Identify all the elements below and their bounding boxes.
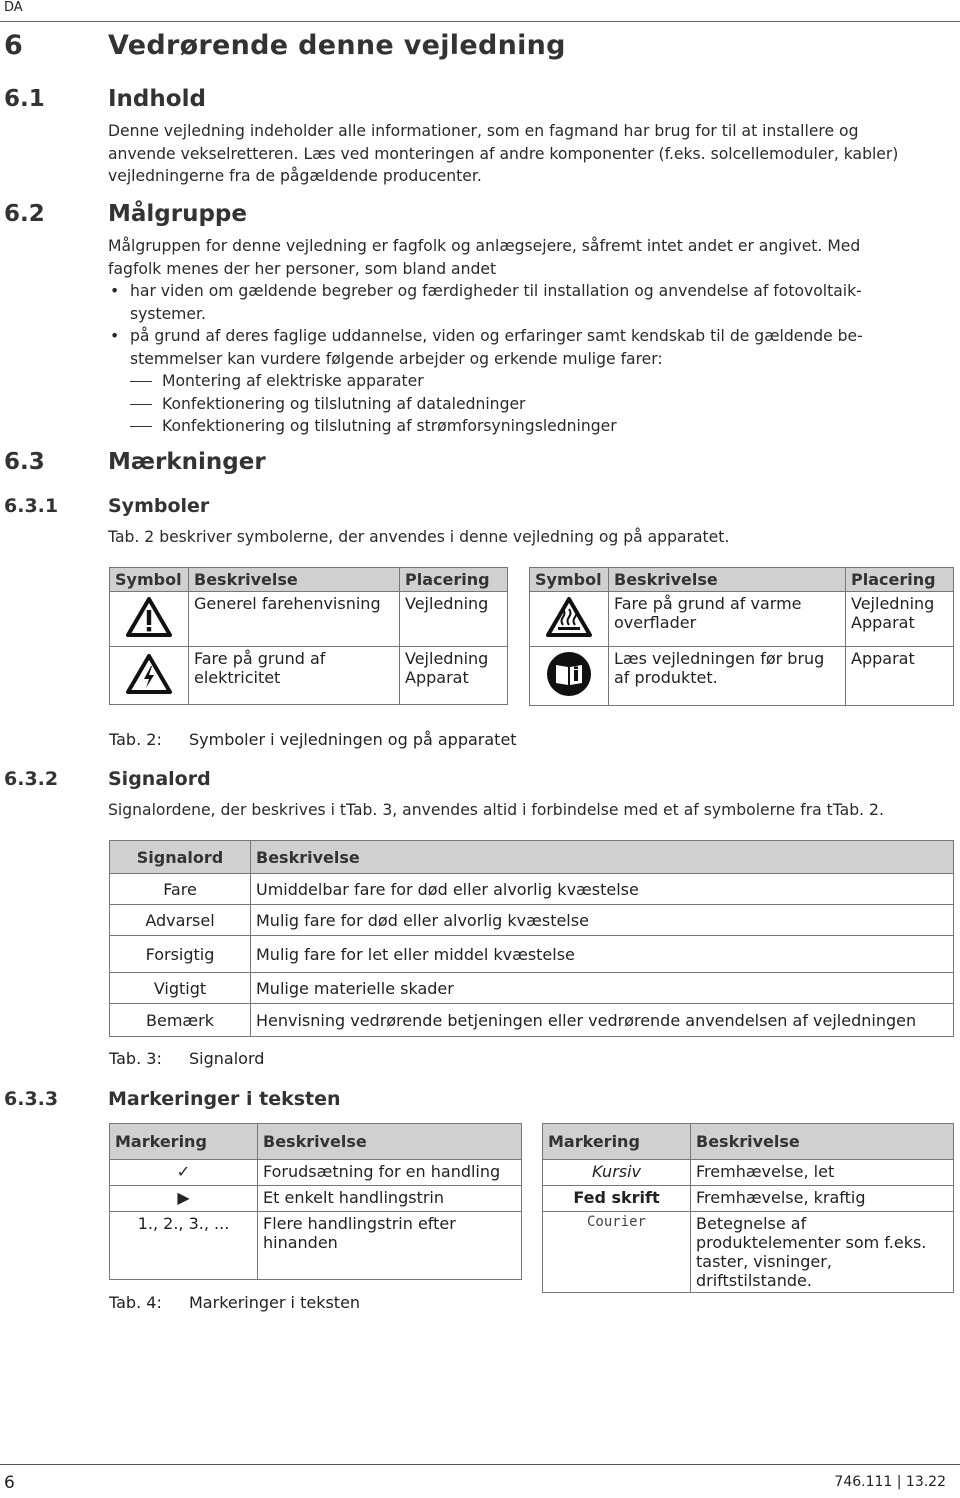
dash-item [108, 393, 938, 416]
table-row [530, 647, 954, 706]
table-row [110, 973, 954, 1004]
col-header-marking: Markering [543, 1124, 691, 1160]
table-row [110, 592, 508, 647]
caption-text: Symboler i vejledningen og på apparatet [189, 730, 517, 749]
table-row [110, 1160, 522, 1186]
dash-item [108, 415, 938, 438]
table-row [543, 1212, 954, 1293]
table-row [543, 1186, 954, 1212]
table-3-caption [109, 1049, 264, 1068]
dash-item [108, 370, 938, 393]
marking-description: Betegnelse af produktelementer som f.eks. taster, visninger, driftstilstande. [691, 1212, 954, 1293]
caption-text: Markeringer i teksten [189, 1293, 361, 1312]
col-header-description: Beskrivelse [691, 1124, 954, 1160]
col-header-description: Beskrivelse [258, 1124, 522, 1160]
signal-word: Forsigtig [110, 936, 251, 973]
footer-divider [0, 1464, 960, 1465]
symbol-placement: Apparat [846, 647, 954, 706]
symbol-description: Generel farehenvisning [189, 592, 400, 647]
text-line: stemmelser kan vurdere følgende arbejder og erkende mulige farer: [130, 349, 663, 368]
marking-description: Forudsætning for en handling [258, 1160, 522, 1186]
symbol-description: Læs vejledningen før brug af produktet. [609, 647, 846, 706]
electric-hazard-icon [125, 653, 173, 695]
text-line: • på grund af deres faglige uddannelse, viden og erfaringer samt kendskab til de gældende be- [130, 327, 863, 345]
symbol-cell [530, 592, 609, 647]
table-row [110, 905, 954, 936]
table-row [110, 1186, 522, 1212]
marking-description: Fremhævelse, let [691, 1160, 954, 1186]
bullet-item [108, 325, 938, 370]
signal-word: Advarsel [110, 905, 251, 936]
text-line: Konfektionering og tilslutning af strømforsyningsledninger [162, 417, 617, 435]
text-line: Denne vejledning indeholder alle informationer, som en fagmand har brug for til at installere og [108, 122, 859, 140]
marking-triangle-icon: ▶ [110, 1186, 258, 1212]
symbol-table-left [109, 567, 508, 705]
markings-table-right [542, 1123, 954, 1293]
section-number-6-3-1: 6.3.1 [4, 495, 59, 517]
signal-word: Fare [110, 874, 251, 905]
table-row [543, 1160, 954, 1186]
section-number-6-3: 6.3 [4, 449, 45, 475]
section-title-6-3-1: Symboler [108, 495, 210, 517]
text-line: vejledningerne fra de pågældende producenter. [108, 167, 482, 185]
section-title-6-1: Indhold [108, 86, 206, 112]
marking-check-icon: ✓ [110, 1160, 258, 1186]
col-header-placement: Placering [846, 568, 954, 592]
chapter-number: 6 [4, 30, 24, 61]
text-line: fagfolk menes der her personer, som bland andet [108, 259, 497, 278]
section-title-6-3: Mærkninger [108, 449, 266, 475]
symbol-placement: Vejledning Apparat [846, 592, 954, 647]
col-header-description: Beskrivelse [189, 568, 400, 592]
marking-description: Flere handlingstrin efter hinanden [258, 1212, 522, 1280]
table-row [110, 1004, 954, 1037]
col-header-placement: Placering [400, 568, 508, 592]
section-number-6-2: 6.2 [4, 201, 45, 227]
table-row [110, 874, 954, 905]
section-number-6-3-3: 6.3.3 [4, 1088, 59, 1110]
marking-value: Fed skrift [543, 1186, 691, 1212]
symbol-description: Fare på grund af varme overflader [609, 592, 846, 647]
text-line: Konfektionering og tilslutning af dataledninger [162, 394, 526, 413]
caption-text: Signalord [189, 1049, 265, 1068]
signal-description: Mulige materielle skader [251, 973, 954, 1004]
symbol-placement: Vejledning Apparat [400, 647, 508, 705]
section-title-6-2: Målgruppe [108, 201, 247, 227]
document-reference: 746.111 | 13.22 [834, 1474, 946, 1490]
text-line: systemer. [130, 304, 206, 323]
col-header-signal-word: Signalord [110, 841, 251, 874]
marking-value: Kursiv [543, 1160, 691, 1186]
text-line: Montering af elektriske apparater [162, 372, 424, 390]
signal-word: Vigtigt [110, 973, 251, 1004]
signal-description: Mulig fare for død eller alvorlig kvæstelse [251, 905, 954, 936]
signal-description: Henvisning vedrørende betjeningen eller vedrørende anvendelsen af vejledningen [251, 1004, 954, 1037]
section-6-2-text [108, 235, 938, 438]
symbol-description: Fare på grund af elektricitet [189, 647, 400, 705]
col-header-symbol: Symbol [530, 568, 609, 592]
col-header-marking: Markering [110, 1124, 258, 1160]
header-divider [0, 21, 960, 22]
table-row [110, 1212, 522, 1280]
text-line: anvende vekselretteren. Læs ved monteringen af andre komponenter (f.eks. solcellemoduler, kabler) [108, 144, 899, 163]
page-number: 6 [4, 1473, 15, 1493]
text-line: • har viden om gældende begreber og færdigheder til installation og anvendelse af fotovoltaik- [130, 282, 862, 300]
hot-surface-icon [545, 596, 593, 638]
marking-description: Fremhævelse, kraftig [691, 1186, 954, 1212]
warning-triangle-icon [125, 596, 173, 638]
marking-description: Et enkelt handlingstrin [258, 1186, 522, 1212]
symbol-cell [530, 647, 609, 706]
signal-word: Bemærk [110, 1004, 251, 1037]
table-row [110, 936, 954, 973]
symbol-table-right [529, 567, 954, 706]
table-2-caption [109, 730, 517, 749]
caption-label: Tab. 2: [109, 730, 162, 749]
section-6-1-text [108, 120, 938, 188]
section-6-3-2-intro: Signalordene, der beskrives i tTab. 3, anvendes altid i forbindelse med et af symbolerne fra tTab. 2. [108, 801, 884, 819]
symbol-placement: Vejledning [400, 592, 508, 647]
read-manual-icon [546, 651, 592, 697]
caption-label: Tab. 4: [109, 1293, 162, 1312]
table-row [530, 592, 954, 647]
text-line: Målgruppen for denne vejledning er fagfolk og anlægsejere, såfremt intet andet er angivet. Med [108, 237, 861, 255]
signal-description: Mulig fare for let eller middel kvæstelse [251, 936, 954, 973]
section-number-6-1: 6.1 [4, 86, 45, 112]
marking-value: Courier [543, 1212, 691, 1293]
col-header-description: Beskrivelse [609, 568, 846, 592]
section-title-6-3-2: Signalord [108, 768, 211, 790]
signal-word-table [109, 840, 954, 1037]
section-number-6-3-2: 6.3.2 [4, 768, 59, 790]
markings-table-left [109, 1123, 522, 1280]
symbol-cell [110, 647, 189, 705]
signal-description: Umiddelbar fare for død eller alvorlig kvæstelse [251, 874, 954, 905]
col-header-description: Beskrivelse [251, 841, 954, 874]
col-header-symbol: Symbol [110, 568, 189, 592]
section-title-6-3-3: Markeringer i teksten [108, 1088, 341, 1110]
marking-value: 1., 2., 3., ... [110, 1212, 258, 1280]
language-code: DA [4, 0, 23, 15]
bullet-item [108, 280, 938, 325]
symbol-cell [110, 592, 189, 647]
section-6-3-1-intro: Tab. 2 beskriver symbolerne, der anvendes i denne vejledning og på apparatet. [108, 528, 730, 546]
chapter-title: Vedrørende denne vejledning [108, 30, 566, 61]
table-row [110, 647, 508, 705]
table-4-caption [109, 1293, 360, 1312]
caption-label: Tab. 3: [109, 1049, 162, 1068]
